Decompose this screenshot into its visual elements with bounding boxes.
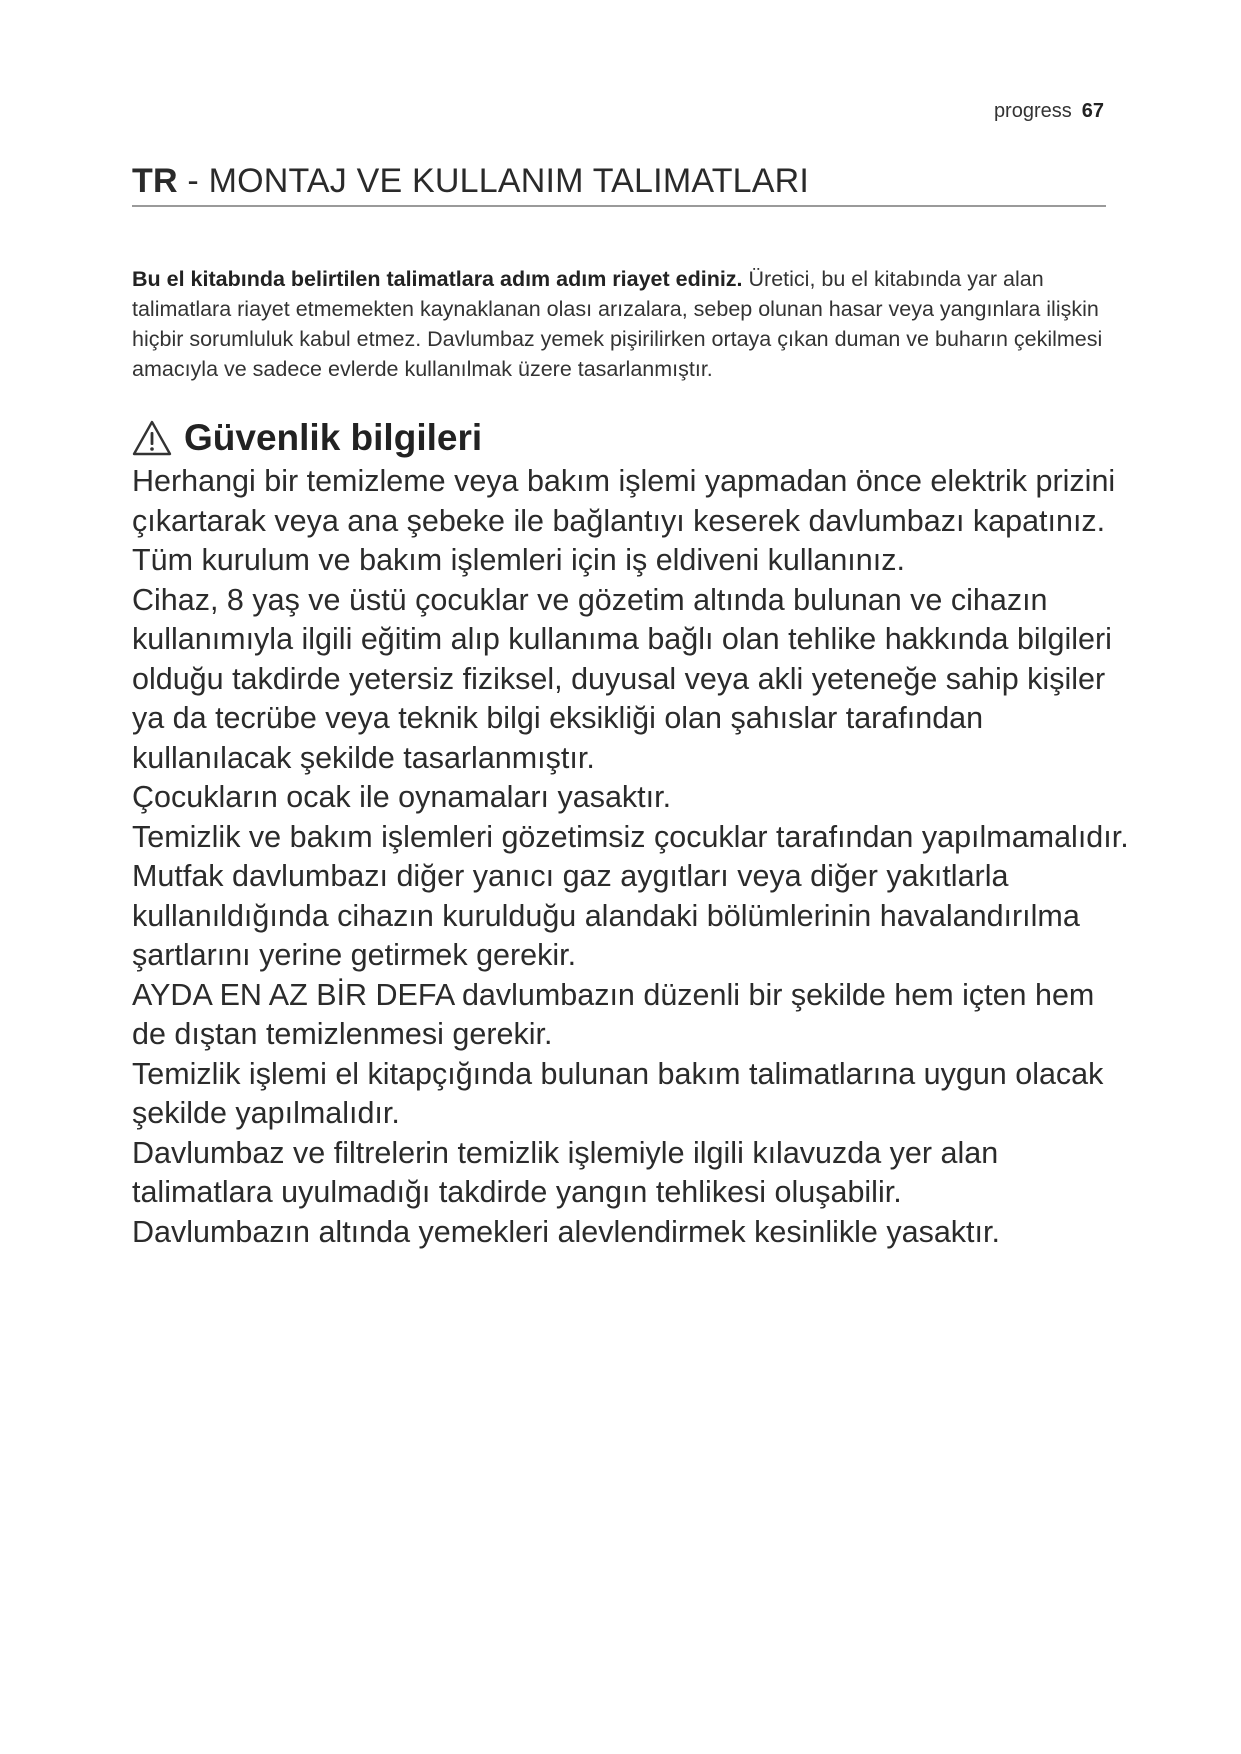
intro-paragraph [132,264,1122,384]
safety-item: AYDA EN AZ BİR DEFA davlumbazın düzenli bir şekilde hem içten hem de dıştan temizlenmesi gerekir. [132,977,1095,1051]
safety-item: Herhangi bir temizleme veya bakım işlemi yapmadan önce elektrik prizini çıkartarak veya ana şebeke ile bağlantıyı keserek davlumbazı kapatınız. [132,464,1116,538]
safety-item: Temizlik ve bakım işlemleri gözetimsiz çocuklar tarafından yapılmamalıdır. [132,819,1129,854]
intro-lead: Bu el kitabında belirtilen talimatlara adım adım riayet ediniz. [132,267,743,291]
safety-item: Davlumbaz ve filtrelerin temizlik işlemiyle ilgili kılavuzda yer alan talimatlara uyulmadığı takdirde yangın tehlikesi oluşabilir. [132,1135,999,1209]
safety-item: Davlumbazın altında yemekleri alevlendirmek kesinlikle yasaktır. [132,1214,1000,1249]
page-header [994,100,1104,123]
title-divider [132,205,1106,207]
brand-name: progress [993,100,1072,122]
intro-body: Üretici, bu el kitabında yar alan talimatlara riayet etmemekten kaynaklanan olası arızalara, sebep olunan hasar veya yangınlara ilişkin hiçbir sorumluluk kabul etmez. Davlumbaz yemek pişirilirken ortaya çıkan duman ve buharın çekilmesi amacıyla ve sadece evlerde kullanılmak üzere tasarlanmıştır. [132,267,1103,381]
safety-heading-text: Güvenlik bilgileri [184,417,483,458]
safety-instructions [132,462,1132,1252]
safety-item: Temizlik işlemi el kitapçığında bulunan bakım talimatlarına uygun olacak şekilde yapılmalıdır. [132,1056,1104,1130]
language-code: TR [132,162,178,200]
safety-item: Cihaz, 8 yaş ve üstü çocuklar ve gözetim altında bulunan ve cihazın kullanımıyla ilgili eğitim alıp kullanıma bağlı olan tehlike hakkında bilgileri olduğu takdirde yetersiz fiziksel, duyusal veya akli yeteneğe sahip kişiler ya da tecrübe veya teknik bilgi eksikliği olan şahıslar tarafından kullanılacak şekilde tasarlanmıştır. [132,582,1112,775]
page-number: 67 [1081,100,1104,122]
safety-heading [132,416,482,460]
title-block [132,160,1106,207]
safety-item: Mutfak davlumbazı diğer yanıcı gaz aygıtları veya diğer yakıtlarla kullanıldığında cihazın kurulduğu alandaki bölümlerinin havalandırılma şartlarını yerine getirmek gerekir. [132,859,1080,972]
page-title [132,160,1106,202]
title-separator: - [177,162,209,200]
warning-triangle-icon [132,419,172,457]
title-text: MONTAJ VE KULLANIM TALIMATLARI [208,162,810,200]
safety-item: Tüm kurulum ve bakım işlemleri için iş eldiveni kullanınız. [132,543,905,577]
safety-item: Çocukların ocak ile oynamaları yasaktır. [132,780,672,814]
